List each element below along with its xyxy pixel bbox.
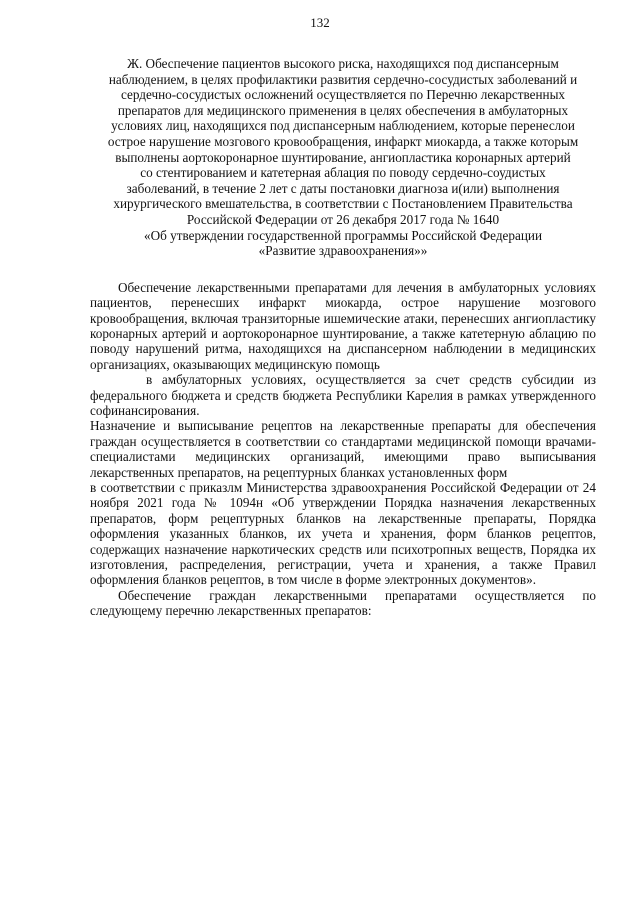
heading-line: со стентированием и катетерная аблация по поводу сердечно-соудистых	[140, 165, 546, 181]
body-text	[90, 280, 596, 619]
paragraph-ministry-order: в соответствии с приказлм Министерства здравоохранения Российской Федерации от 24 ноября 2021 года № 1094н «Об утверждении Порядка назначения лекарственных препаратов, форм рецептурных бланков на лекарственные препараты, Порядка оформления указанных бланков, их учета и хранения, форм бланков рецептов, содержащих назначение наркотических средств или психотропных веществ, Порядка их изготовления, распределения, регистрации, учета и хранения, а также Правил оформления бланков рецептов, в том числе в форме электронных документов».	[90, 480, 596, 588]
paragraph-funding: в амбулаторных условиях, осуществляется за счет средств субсидии из федерального бюджета и средств бюджета Республики Карелия в рамках утвержденного софинансирования.	[90, 372, 596, 418]
document-content	[90, 56, 596, 619]
paragraph-drug-provision: Обеспечение лекарственными препаратами для лечения в амбулаторных условиях пациентов, перенесших инфаркт миокарда, острое нарушение мозгового кровообращения, включая транзиторные ишемические атаки, перенесших ангиопластику коронарных артерий и аортокоронарное шунтирование, а также катетерную аблацию по поводу нарушений ритма, находящихся на диспансерном наблюдении в медицинских организациях, оказывающих медицинскую помощь	[90, 279, 596, 372]
heading-line: Ж. Обеспечение пациентов высокого риска, находящихся под диспансерным	[127, 56, 559, 71]
heading-line: Российской Федерации от 26 декабря 2017 года № 1640	[186, 211, 500, 227]
page-number: 132	[310, 15, 330, 30]
heading-line: наблюдением, в целях профилактики развития сердечно-сосудистых заболеваний и	[108, 71, 578, 87]
paragraph-prescriptions: Назначение и выписывание рецептов на лекарственные препараты для обеспечения граждан осуществляется в соответствии со стандартами медицинской помощи врачами-специалистами медицинских организаций, имеющими право выписывания лекарственных препаратов, на рецептурных бланках установленных форм	[90, 418, 596, 480]
heading-line: препаратов для медицинского применения в целях обеспечения в амбулаторных	[117, 102, 569, 118]
heading-line: хирургического вмешательства, в соответствии с Постановлением Правительства	[113, 196, 573, 212]
heading-line: выполнены аортокоронарное шунтирование, ангиопластика коронарных артерий	[115, 149, 571, 165]
heading-line: сердечно-сосудистых осложнений осуществляется по Перечню лекарственных	[120, 87, 566, 103]
heading-line: острое нарушение мозгового кровообращения, инфаркт миокарда, а также которым	[107, 133, 579, 149]
heading-line: «Об утверждении государственной программы Российской Федерации	[143, 227, 543, 243]
heading-line: заболеваний, в течение 2 лет с даты постановки диагноза и(или) выполнения	[126, 180, 560, 196]
heading-line: условиях лиц, находящихся под диспансерным наблюдением, которые перенеслои	[111, 118, 575, 134]
paragraph-drug-list-intro: Обеспечение граждан лекарственными препаратами осуществляется по следующему перечню лекарственных препаратов:	[90, 587, 596, 619]
section-heading	[90, 56, 596, 259]
heading-line: «Развитие здравоохранения»»	[258, 243, 428, 259]
